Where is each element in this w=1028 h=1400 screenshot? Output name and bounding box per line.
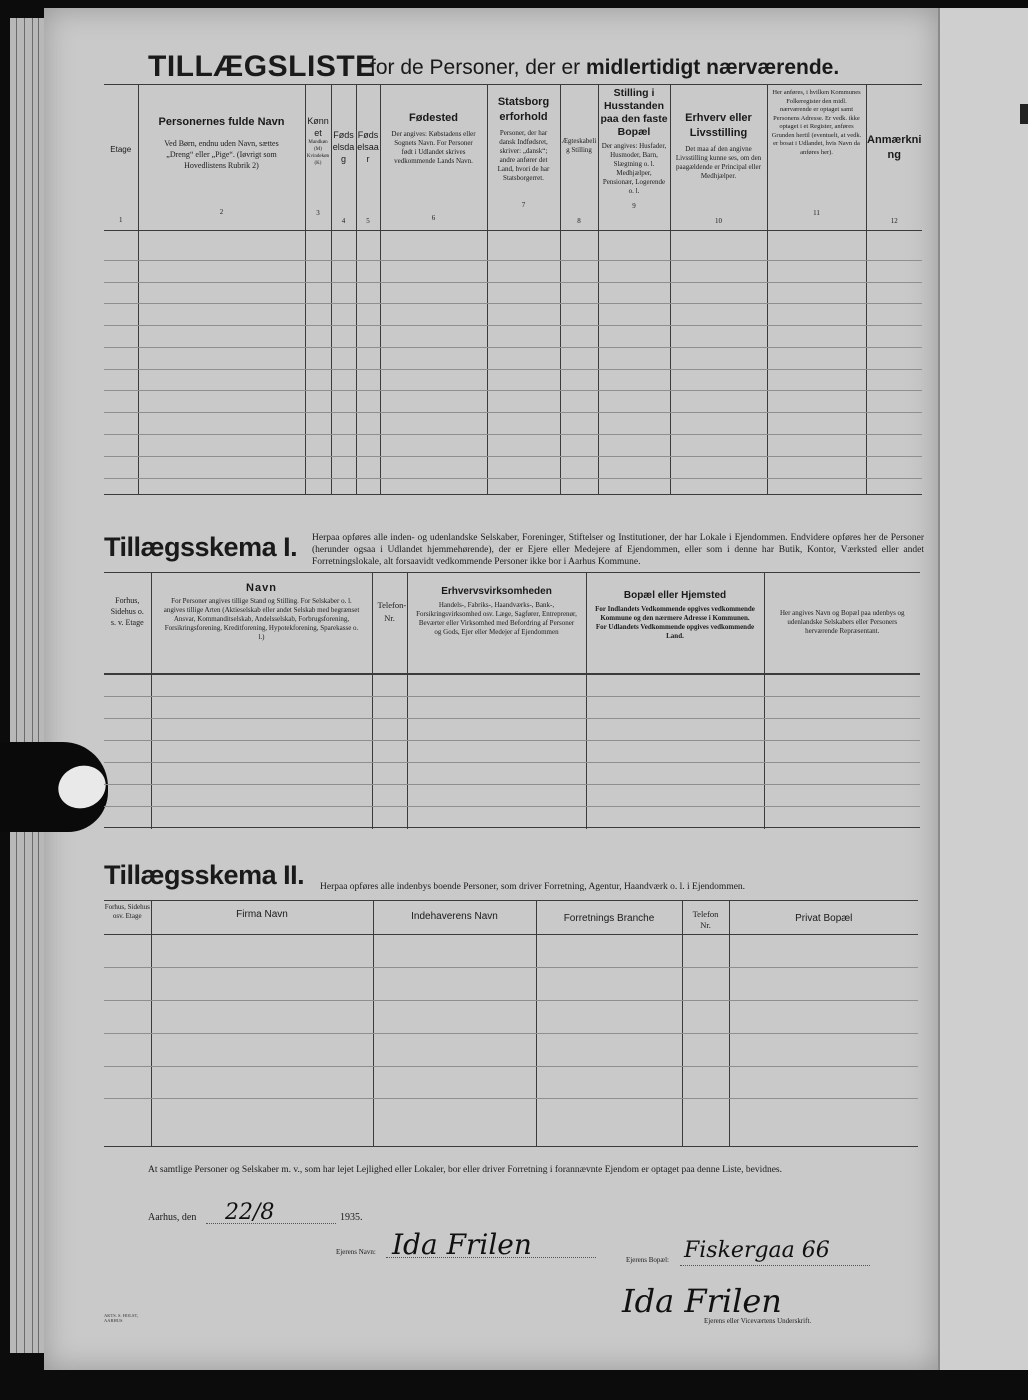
tillaegsliste-table bbox=[104, 84, 922, 495]
col-statsborgerforhold: Statsborgerforhold Personer, der har dansk Indfødsret, skriver: „dansk“; andre anfører det Land, hvori de har Statsborgerret. 7 bbox=[487, 85, 560, 231]
subtitle-part-a: for de Personer, der er bbox=[370, 56, 581, 79]
handwritten-signature: Ida Frilen bbox=[622, 1282, 782, 1320]
skema2-col-indehaver: Indehaverens Navn bbox=[373, 901, 536, 935]
tillaegsliste-title: TILLÆGSLISTE bbox=[148, 50, 376, 83]
skema2-header-row bbox=[104, 901, 918, 935]
col-aegteskabelig-stilling: Ægteskabelig Stilling 8 bbox=[560, 85, 598, 231]
rule bbox=[104, 412, 922, 413]
rule bbox=[104, 1033, 918, 1034]
year: 1935. bbox=[340, 1212, 363, 1223]
col-foedselsaar: Fødselsaar 5 bbox=[356, 85, 380, 231]
rule bbox=[104, 230, 922, 231]
rule bbox=[104, 282, 922, 283]
skema2-col-privat-bopael: Privat Bopæl bbox=[729, 901, 918, 935]
date-place-label: Aarhus, den bbox=[148, 1212, 197, 1223]
col-koennet: Kønnet Mandkøn (M) Kvindekøn (K) 3 bbox=[305, 85, 331, 231]
owner-address-value: Fiskergaa 66 bbox=[684, 1238, 830, 1263]
rule bbox=[104, 784, 920, 785]
owner-address-label: Ejerens Bopæl: bbox=[626, 1256, 669, 1264]
col-stilling-husstand: Stilling i Husstanden paa den faste Bopæl Der angives: Husfader, Husmoder, Barn, Slægtning o. l. Medhjælper, Pensionær, Logerende o. l. 9 bbox=[598, 85, 670, 231]
col-fulde-navn: Personernes fulde Navn Ved Børn, endnu uden Navn, sættes „Dreng“ eller „Pige“. (Iøvrigt som Hovedlistens Rubrik 2) 2 bbox=[138, 85, 305, 231]
rule bbox=[104, 934, 918, 935]
rule bbox=[104, 303, 922, 304]
col-foedselsdag: Fødselsdag 4 bbox=[331, 85, 356, 231]
rule bbox=[104, 456, 922, 457]
rule bbox=[104, 478, 922, 479]
col-anmaerkning: Anmærkning 12 bbox=[866, 85, 922, 231]
col-personens-adresse: Her anføres, i hvilken Kommunes Folkeregister den midl. nærværende er optaget samt Personens Adresse. Er vedk. ikke optaget i et Register, anføres Grunden hertil (eventuelt, at vedk. er bosat i Udlandet, hvis Navn da anføres her). 11 bbox=[767, 85, 866, 231]
rule bbox=[104, 347, 922, 348]
rule bbox=[104, 806, 920, 807]
rule bbox=[104, 1146, 918, 1147]
date-handwritten: 22/8 bbox=[225, 1200, 275, 1225]
tillaegsliste-subtitle bbox=[370, 56, 839, 80]
rule bbox=[104, 827, 920, 828]
skema2-title: Tillægsskema II. bbox=[104, 860, 305, 890]
owner-name-line bbox=[386, 1257, 596, 1258]
skema2-table bbox=[104, 900, 918, 1147]
skema1-col-etage: Forhus, Sidehus o. s. v. Etage bbox=[104, 573, 151, 675]
adjacent-page bbox=[938, 8, 1028, 1370]
skema1-title: Tillægsskema I. bbox=[104, 532, 298, 562]
rule bbox=[104, 740, 920, 741]
signature-label: Ejerens eller Viceværtens Underskrift. bbox=[704, 1317, 812, 1325]
rule bbox=[104, 434, 922, 435]
rule bbox=[104, 696, 920, 697]
declaration-text: At samtlige Personer og Selskaber m. v., som har lejet Lejlighed eller Lokaler, bor eller driver Forretning i forannævnte Ejendom er optaget paa denne Liste, bevidnes. bbox=[148, 1165, 782, 1175]
skema1-col-erhvervsvirksomheden: Erhvervsvirksomheden Handels-, Fabriks-, Haandværks-, Bank-, Forsikringsvirksomhed osv. Læge, Sagfører, Entreprenør, Beværter eller Virksomhed med Befordring af Personer og Gods, Ejer eller Medejer af Ejendommen bbox=[407, 573, 586, 675]
tillaegsliste-header-row bbox=[104, 85, 922, 231]
rule bbox=[104, 325, 922, 326]
rule bbox=[104, 1000, 918, 1001]
skema1-col-navn: Navn For Personer angives tillige Stand og Stilling. For Selskaber o. l. angives tillige Arten (Aktieselskab eller andet Selskab med begrænset Ansvar, Kommanditselskab, Andelsselskab, Forbrugsforening, Forsikringsforening, Kreditforening, Hypotekforening, Sparekasse o. l.) bbox=[151, 573, 372, 675]
skema2-col-firma-navn: Firma Navn bbox=[151, 901, 373, 935]
subtitle-part-b: midlertidigt nærværende. bbox=[585, 56, 840, 79]
skema2-intro: Herpaa opføres alle indenbys boende Personer, som driver Forretning, Agentur, Haandværk o. l. i Ejendommen. bbox=[320, 882, 746, 892]
skema1-intro: Herpaa opføres alle inden- og udenlandske Selskaber, Foreninger, Stiftelser og Institutioner, der har Lokale i Ejendommen. Endvidere opføres her de Personer (herunder ogsaa i Udlandet hjemmehørende), der er Ejere eller Medejere af Ejendommen, eller som i denne har Butik, Kontor, Værksted eller andet Forretningslokale, alt forsaavidt vedkommende Personer ikke bor i Aarhus Kommune. bbox=[312, 533, 924, 567]
skema2-col-telefon: Telefon Nr. bbox=[682, 901, 729, 935]
owner-name-label: Ejerens Navn: bbox=[336, 1248, 376, 1256]
rule bbox=[104, 369, 922, 370]
skema1-table bbox=[104, 572, 920, 829]
rule bbox=[104, 762, 920, 763]
printer-imprint: AKTS. S. HOLST, AARHUS bbox=[104, 1313, 139, 1323]
col-foedested: Fødested Der angives: Købstadens eller Sognets Navn. For Personer født i Udlandet skrives vedkommende Lands Navn. 6 bbox=[380, 85, 487, 231]
rule bbox=[104, 1098, 918, 1099]
rule bbox=[104, 390, 922, 391]
skema1-col-repraesentant: Her angives Navn og Bopæl paa udenbys og udenlandske Selskabers eller Personers herværende Repræsentant. bbox=[764, 573, 920, 675]
date-line bbox=[206, 1223, 336, 1224]
skema1-col-telefon: Telefon-Nr. bbox=[372, 573, 407, 675]
owner-address-line bbox=[680, 1265, 870, 1266]
rule bbox=[104, 718, 920, 719]
skema1-header-row bbox=[104, 573, 920, 675]
col-erhverv: Erhverv eller Livsstilling Det maa af den angivne Livsstilling kunne ses, om den paagældende er Principal eller Medhjælper. 10 bbox=[670, 85, 767, 231]
col-etage: Etage 1 bbox=[104, 85, 138, 231]
owner-name-value: Ida Frilen bbox=[392, 1228, 532, 1261]
skema1-col-bopael: Bopæl eller Hjemsted For Indlandets Vedkommende opgives vedkommende Kommune og den nærmere Adresse i Kommunen. For Udlandets Vedkommende opgives vedkommende Land. bbox=[586, 573, 764, 675]
rule bbox=[104, 494, 922, 495]
tillaegsliste-entry-area bbox=[104, 231, 922, 495]
rule bbox=[104, 967, 918, 968]
skema2-col-etage: Forhus, Sidehus osv. Etage bbox=[104, 901, 151, 935]
skema2-col-branche: Forretnings Branche bbox=[536, 901, 682, 935]
rule bbox=[104, 673, 920, 674]
rule bbox=[104, 1066, 918, 1067]
rule bbox=[104, 260, 922, 261]
